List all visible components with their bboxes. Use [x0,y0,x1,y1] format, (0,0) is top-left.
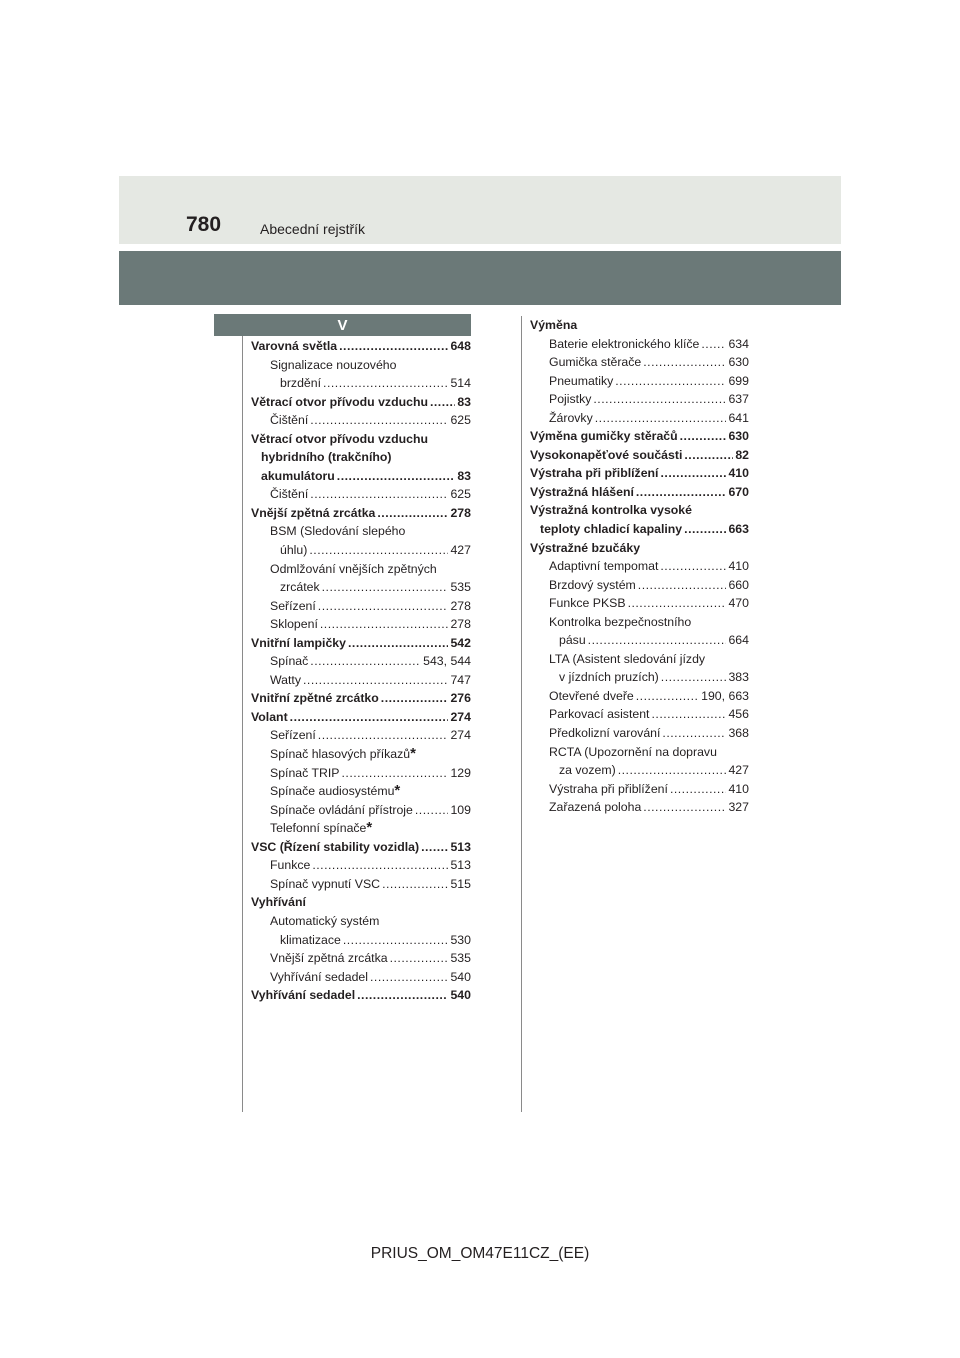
page-reference: 543, 544 [423,654,471,669]
dot-leader [661,668,727,687]
page-reference: 427 [450,543,471,558]
page-reference: 625 [450,487,471,502]
dot-leader [684,446,733,465]
index-subentry [251,912,471,931]
entry-text: Vnitřní lampičky [251,635,346,650]
entry-text: Kontrolka bezpečnostního [549,614,692,629]
dot-leader [337,467,456,486]
entry-text: Spínače ovládání přístroje [270,802,413,817]
page-reference: 637 [728,392,749,407]
entry-text: klimatizace [280,932,341,947]
index-subentry [251,597,471,616]
entry-text: LTA (Asistent sledování jízdy [549,651,706,666]
page-reference: 625 [450,413,471,428]
left-column-rule [242,336,243,1112]
entry-text: Sklopení [270,617,318,632]
entry-text: Výstraha při přiblížení [530,466,659,481]
dot-leader [618,761,727,780]
dot-leader [318,597,449,616]
dot-leader [662,724,726,743]
page-reference: 513 [450,839,471,854]
entry-text: Spínač hlasových příkazů [270,747,411,762]
entry-text: Adaptivní tempomat [549,559,659,574]
page-reference: 190, 663 [701,688,749,703]
page-reference: 383 [728,670,749,685]
entry-text: Odmlžování vnějších zpětných [270,561,437,576]
dot-leader [595,409,727,428]
page-reference: 540 [450,969,471,984]
index-subentry [530,705,749,724]
index-subentry [251,615,471,634]
page-reference: 664 [728,633,749,648]
index-subentry [530,335,749,354]
entry-text: Seřízení [270,728,316,743]
entry-text: Vnitřní zpětné zrcátko [251,691,379,706]
page-reference: 747 [450,672,471,687]
index-subentry [530,650,749,669]
page-reference: 699 [728,373,749,388]
dot-leader [701,335,726,354]
page-reference: 515 [450,876,471,891]
entry-text: Signalizace nouzového [270,357,397,372]
page-reference: 470 [728,596,749,611]
entry-text: Výstražná kontrolka vysoké [530,503,692,518]
dot-leader [636,483,727,502]
entry-text: Baterie elektronického klíče [549,336,700,351]
dot-leader [684,520,726,539]
index-column-right [530,316,749,817]
page-reference: 276 [450,691,471,706]
index-subentry [530,594,749,613]
entry-text: v jízdních pruzích) [559,670,659,685]
index-subentry [530,687,749,706]
entry-text: Větrací otvor přívodu vzduchu [251,394,428,409]
page-reference: 535 [450,951,471,966]
dot-leader [430,393,455,412]
index-subentry [251,374,471,393]
entry-text: Volant [251,709,288,724]
page-reference: 274 [450,709,471,724]
index-entry [251,393,471,412]
dot-leader [643,798,726,817]
entry-text: Pojistky [549,392,592,407]
entry-text: hybridního (trakčního) [261,450,392,465]
entry-text: Telefonní spínače [270,821,367,836]
index-entry [251,838,471,857]
page-reference: 410 [728,466,749,481]
page-reference: 368 [728,726,749,741]
section-title: Abecední rejstřík [260,221,366,237]
dot-leader [290,708,449,727]
document-code: PRIUS_OM_OM47E11CZ_(EE) [370,1245,590,1262]
index-subentry [530,353,749,372]
entry-text: Automatický systém [270,913,380,928]
dot-leader [628,594,727,613]
page-reference: 641 [728,410,749,425]
index-entry [251,448,471,467]
dot-leader [638,576,727,595]
index-subentry [251,560,471,579]
index-subentry: Spínače audiosystému * [270,782,401,800]
page-reference: 278 [450,598,471,613]
entry-text: Funkce PKSB [549,596,626,611]
entry-text: Čištění [270,413,309,428]
page-reference: 83 [457,468,471,483]
entry-text: Spínače audiosystému [270,784,395,799]
dot-leader [310,411,448,430]
dot-leader [588,631,727,650]
dot-leader [680,427,727,446]
index-subentry [251,949,471,968]
index-subentry [251,764,471,783]
index-subentry [530,557,749,576]
page-number: 780 [186,213,222,236]
index-entry [251,337,471,356]
page-reference: 670 [728,484,749,499]
dot-leader [357,986,448,1005]
index-subentry [251,652,471,671]
entry-text: Předkolizní varování [549,726,661,741]
dot-leader [322,578,449,597]
dot-leader [421,838,448,857]
page-reference: 82 [735,447,749,462]
index-entry [530,501,749,520]
page-reference: 663 [728,522,749,537]
dot-leader [342,764,449,783]
page-reference: 410 [728,781,749,796]
page-reference: 648 [450,339,471,353]
index-subentry [530,631,749,650]
page-reference: 278 [450,617,471,632]
index-entry [251,986,471,1005]
entry-text: Vysokonapěťové součásti [530,447,683,462]
page-reference: 630 [728,355,749,370]
page-reference: 410 [728,559,749,574]
entry-text: akumulátoru [261,468,335,483]
entry-text: Výměna gumičky stěračů [530,429,678,444]
dot-leader [593,390,726,409]
header-band [119,176,841,244]
index-subentry [251,856,471,875]
entry-text: brzdění [280,376,322,391]
index-entry [251,430,471,449]
page-reference: 109 [450,802,471,817]
entry-text: Watty [270,672,301,687]
dot-leader [643,353,726,372]
entry-text: zrcátek [280,580,320,595]
page-reference: 327 [728,800,749,815]
entry-text: pásu [559,633,586,648]
right-column-rule [521,316,522,1112]
dot-leader [339,337,448,356]
index-subentry [251,578,471,597]
dot-leader [310,652,421,671]
dot-leader [318,726,449,745]
dot-leader [348,634,448,653]
index-entry [251,893,471,912]
index-subentry [530,798,749,817]
index-subentry [251,356,471,375]
page-reference: 660 [728,577,749,592]
page-reference: 540 [450,988,471,1003]
index-entry [251,467,471,486]
index-subentry [530,724,749,743]
page-reference: 542 [450,635,471,650]
dot-leader [390,949,449,968]
header-dark-band [119,251,841,305]
index-subentry [251,875,471,894]
entry-text: za vozem) [559,763,616,778]
page-reference: 456 [728,707,749,722]
entry-text: Otevřené dveře [549,688,634,703]
index-subentry [530,761,749,780]
dot-leader [303,671,448,690]
entry-text: Výměna [530,318,578,332]
index-entry [530,539,749,558]
index-subentry: Telefonní spínače * [270,819,373,837]
entry-text: Gumička stěrače [549,355,642,370]
index-column-left [251,337,471,1005]
index-subentry [530,668,749,687]
entry-text: Parkovací asistent [549,707,650,722]
index-subentry [530,613,749,632]
index-subentry [251,671,471,690]
index-subentry: Spínač hlasových příkazů * [270,745,416,763]
index-entry [251,689,471,708]
page-reference: 278 [450,505,471,520]
page-reference: 427 [728,763,749,778]
entry-text: VSC (Řízení stability vozidla) [251,839,420,854]
entry-text: BSM (Sledování slepého [270,524,406,539]
index-subentry [530,780,749,799]
page-reference: 634 [728,336,749,351]
entry-text: Žárovky [549,410,593,425]
entry-text: Vyhřívání [251,895,306,910]
entry-text: Pneumatiky [549,373,614,388]
entry-text: Zařazená poloha [549,800,642,815]
entry-text: Vyhřívání sedadel [251,988,356,1003]
index-subentry [251,411,471,430]
dot-leader [312,856,448,875]
entry-text: Varovná světla [251,339,338,353]
entry-text: Výstražné bzučáky [530,540,641,555]
index-entry [530,464,749,483]
page-reference: 514 [450,376,471,391]
index-subentry [530,576,749,595]
dot-leader [309,541,448,560]
page-reference: 513 [450,858,471,873]
entry-text: Spínač [270,654,309,669]
index-entry [530,316,749,335]
entry-text: RCTA (Upozornění na dopravu [549,744,717,759]
index-entry [530,446,749,465]
index-entry [530,427,749,446]
dot-leader [343,931,449,950]
index-letter-heading: V [214,314,471,336]
dot-leader [651,705,726,724]
dot-leader [636,687,699,706]
index-subentry [530,743,749,762]
index-entry [251,708,471,727]
index-subentry [251,968,471,987]
dot-leader [377,504,448,523]
index-subentry [251,931,471,950]
dot-leader [323,374,448,393]
index-subentry [530,409,749,428]
dot-leader [320,615,449,634]
entry-text: Výstraha při přiblížení [549,781,668,796]
entry-text: Spínač vypnutí VSC [270,876,381,891]
index-entry [530,483,749,502]
entry-text: Brzdový systém [549,577,636,592]
index-entry [251,504,471,523]
page-reference: 530 [450,932,471,947]
page-reference: 535 [450,580,471,595]
dot-leader [660,464,726,483]
page-reference: 129 [450,765,471,780]
entry-text: Vnější zpětná zrcátka [251,505,376,520]
entry-text: Seřízení [270,598,316,613]
entry-text: Čištění [270,487,309,502]
page-reference: 274 [450,728,471,743]
dot-leader [382,875,448,894]
index-subentry [251,801,471,820]
index-subentry [251,541,471,560]
dot-leader [660,557,726,576]
entry-text: Vnější zpětná zrcátka [270,951,388,966]
entry-text: úhlu) [280,543,308,558]
entry-text: Vyhřívání sedadel [270,969,368,984]
index-entry [251,634,471,653]
entry-text: Funkce [270,858,311,873]
dot-leader [415,801,449,820]
index-entry [530,520,749,539]
page-reference: 83 [457,394,471,409]
dot-leader [310,485,448,504]
entry-text: teploty chladicí kapaliny [540,522,683,537]
index-subentry [251,522,471,541]
index-subentry [530,372,749,391]
dot-leader [370,968,448,987]
page-reference: 630 [728,429,749,444]
index-subentry [251,485,471,504]
entry-text: Výstražná hlášení [530,484,634,499]
index-subentry [251,726,471,745]
dot-leader [381,689,449,708]
entry-text: Spínač TRIP [270,765,340,780]
index-subentry [530,390,749,409]
dot-leader [615,372,726,391]
entry-text: Větrací otvor přívodu vzduchu [251,431,428,446]
dot-leader [670,780,727,799]
